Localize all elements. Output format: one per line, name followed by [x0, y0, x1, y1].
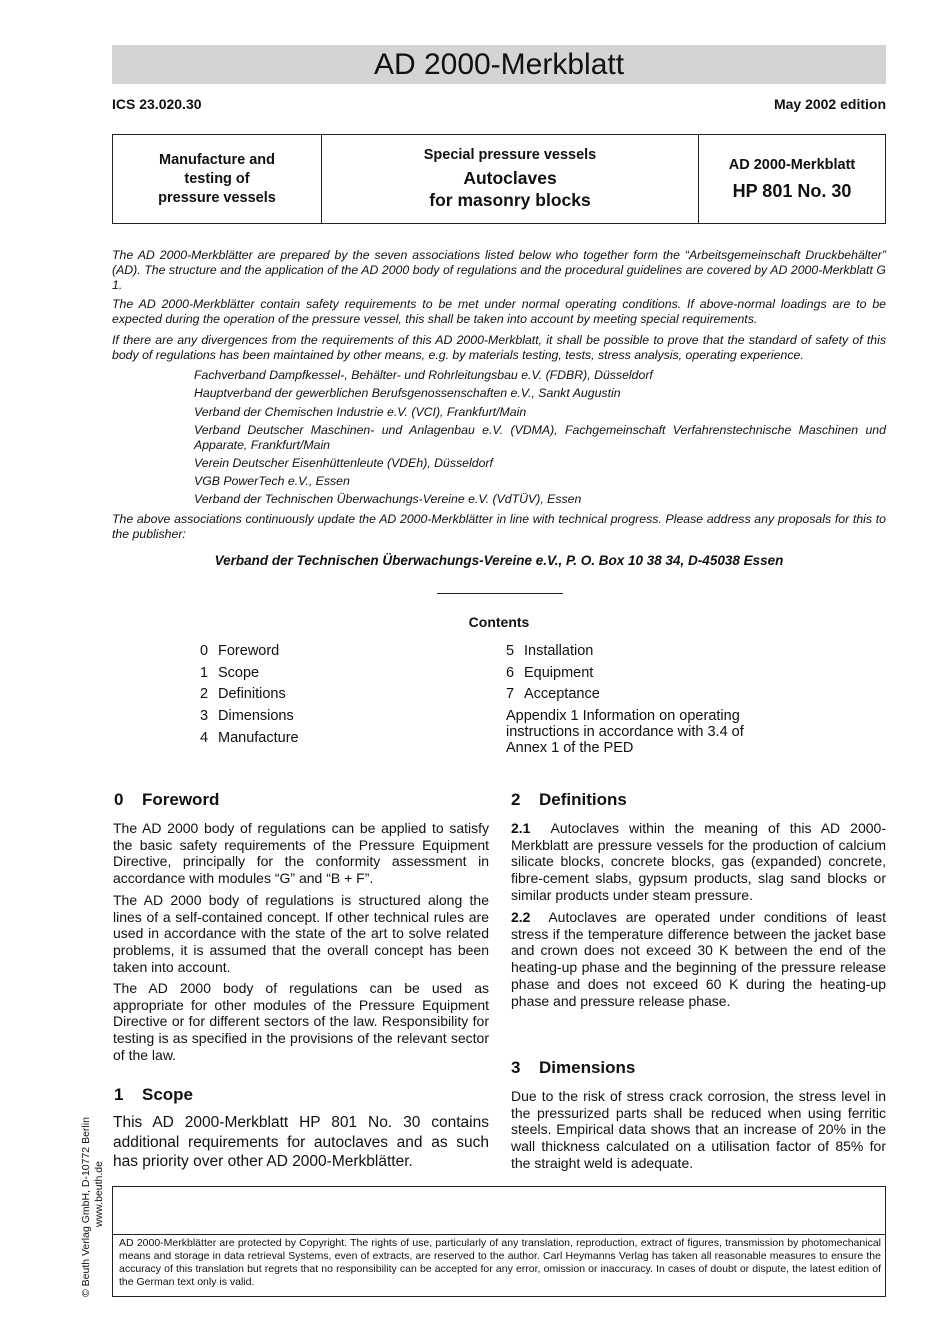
- toc-item[interactable]: [200, 686, 286, 702]
- toc-item[interactable]: [506, 643, 593, 659]
- association-item: Fachverband Dampfkessel-, Behälter- und Rohrleitungsbau e.V. (FDBR), Düsseldorf: [194, 368, 653, 382]
- foreword-paragraph: The AD 2000 body of regulations is structured along the lines of a self-contained concept. If other technical rules are used in accordance with the state of the art to solve related problems, it is assumed that the overall concept has been taken into account.: [113, 892, 489, 975]
- ics-code: ICS 23.020.30: [112, 96, 202, 112]
- toc-label: Scope: [218, 665, 260, 681]
- header-table: [112, 134, 886, 224]
- foreword-paragraph: The AD 2000 body of regulations can be applied to satisfy the basic safety requirements of the Pressure Equipment Directive, principally for the conformity assessment in accordance with modules “G” and “B + F”.: [113, 820, 489, 887]
- publisher-side-note: [80, 997, 106, 1297]
- definition-clause: [511, 820, 886, 904]
- header-subject-line: Manufacture and: [158, 151, 275, 168]
- section-heading-definitions: [511, 790, 627, 810]
- section-title: Definitions: [539, 790, 627, 809]
- toc-number: 3: [200, 708, 209, 724]
- section-number: 2: [511, 790, 521, 809]
- header-series-label: AD 2000-Merkblatt: [728, 156, 856, 173]
- toc-label: Manufacture: [218, 730, 299, 746]
- toc-label: Equipment: [524, 665, 594, 681]
- header-subject-cell: [113, 135, 322, 223]
- toc-number: 7: [506, 686, 515, 702]
- intro-paragraph: The AD 2000-Merkblätter contain safety requirements to be met under normal operating conditions. If above-normal loadings are to be expected during the operation of the pressure vessel, this shall be taken into account by meeting special requirements.: [112, 297, 886, 326]
- association-item: Verein Deutscher Eisenhüttenleute (VDEh), Düsseldorf: [194, 456, 493, 470]
- association-item: Verband Deutscher Maschinen- und Anlagenbau e.V. (VDMA), Fachgemeinschaft Verfahrenstechnische Maschinen und Apparate, Frankfurt/Main: [194, 423, 886, 452]
- toc-number: 2: [200, 686, 209, 702]
- copyright-notice: AD 2000-Merkblätter are protected by Copyright. The rights of use, particularly of any translation, reproduction, extract of figures, transmission by photomechanical means and storage in data retrieval Systems, even of extracts, are reserved to the author. Carl Heymanns Verlag has taken all reasonable measures to ensure the accuracy of this translation but regrets that no responsibility can be accepted for any error, omission or inaccuracy. In cases of doubt or dispute, the latest edition of the German text only is valid.: [119, 1237, 881, 1288]
- edition-date: May 2002 edition: [773, 96, 886, 112]
- section-number: 3: [511, 1058, 521, 1077]
- section-title: Foreword: [142, 790, 220, 809]
- header-main-title: for masonry blocks: [429, 190, 591, 210]
- section-heading-dimensions: [511, 1058, 635, 1078]
- scope-paragraph: This AD 2000-Merkblatt HP 801 No. 30 contains additional requirements for autoclaves and as such has priority over other AD 2000-Merkblätter.: [113, 1114, 489, 1170]
- toc-label: Installation: [524, 643, 594, 659]
- toc-label: Dimensions: [218, 708, 294, 724]
- section-heading-foreword: [114, 790, 219, 810]
- toc-label: Definitions: [218, 686, 286, 702]
- toc-number: 0: [200, 643, 209, 659]
- association-item: Hauptverband der gewerblichen Berufsgenossenschaften e.V., Sankt Augustin: [194, 386, 621, 400]
- toc-item[interactable]: [200, 643, 279, 659]
- header-category: Special pressure vessels: [423, 147, 597, 163]
- publisher-address: Verband der Technischen Überwachungs-Vereine e.V., P. O. Box 10 38 34, D-45038 Essen: [214, 553, 784, 568]
- section-heading-scope: [114, 1085, 193, 1105]
- toc-number: 4: [200, 730, 209, 746]
- header-subject-line: pressure vessels: [158, 189, 276, 206]
- header-subject-line: testing of: [184, 170, 250, 187]
- association-item: Verband der Technischen Überwachungs-Vereine e.V. (VdTÜV), Essen: [194, 492, 582, 506]
- foreword-paragraph: The AD 2000 body of regulations can be used as appropriate for other modules of the Pressure Equipment Directive or for different sectors of the law. Responsibility for testing is as specified in the provisions of the relevant sector of the law.: [113, 980, 489, 1063]
- definition-clause: [511, 909, 886, 1009]
- toc-label: Acceptance: [524, 686, 600, 702]
- toc-item[interactable]: [200, 665, 259, 681]
- toc-number: 1: [200, 665, 209, 681]
- header-main-title: Autoclaves: [463, 168, 557, 188]
- toc-appendix[interactable]: Appendix 1 Information on operating instructions in accordance with 3.4 of Annex 1 of the PED: [506, 708, 744, 756]
- association-item: VGB PowerTech e.V., Essen: [194, 474, 350, 488]
- clause-number: 2.1: [511, 820, 531, 836]
- section-title: Scope: [142, 1085, 194, 1104]
- header-number-cell: [699, 135, 885, 223]
- clause-text: Autoclaves are operated under conditions of least stress if the temperature difference between the jacket base and crown does not exceed 30 K between the end of the heating-up phase and the beginning of the pressure release phase and does not exceed 60 K during the heating-up phase and pressure release phase.: [511, 909, 887, 1009]
- toc-number: 5: [506, 643, 515, 659]
- section-number: 1: [114, 1085, 124, 1104]
- clause-number: 2.2: [511, 909, 531, 925]
- header-doc-number: HP 801 No. 30: [732, 180, 852, 201]
- side-note-line: www.beuth.de: [93, 1161, 105, 1227]
- contents-title: Contents: [468, 614, 530, 630]
- toc-number: 6: [506, 665, 515, 681]
- toc-item[interactable]: [506, 665, 593, 681]
- intro-paragraph: The above associations continuously update the AD 2000-Merkblätter in line with technical progress. Please address any proposals for this to the publisher:: [112, 512, 886, 541]
- section-title: Dimensions: [539, 1058, 636, 1077]
- toc-item[interactable]: [506, 686, 600, 702]
- toc-label: Foreword: [218, 643, 280, 659]
- clause-text: Autoclaves within the meaning of this AD 2000-Merkblatt are pressure vessels for the production of calcium silicate blocks, concrete blocks, gas (expanded) concrete, fibre-cement slabs, gypsum products, slag sand blocks or similar products under steam pressure.: [511, 820, 886, 903]
- side-note-line: © Beuth Verlag GmbH, D-10772 Berlin: [80, 1117, 92, 1297]
- toc-item[interactable]: [200, 708, 294, 724]
- separator-rule: [437, 593, 563, 594]
- section-number: 0: [114, 790, 124, 809]
- copyright-box-divider: [112, 1234, 886, 1235]
- dimensions-paragraph: Due to the risk of stress crack corrosion, the stress level in the pressurized parts shall be reduced when using ferritic steels. Empirical data shows that an increase of 20% in the wall thickness calculated on a utilisation factor of 85% for the straight weld is adequate.: [511, 1088, 886, 1171]
- header-title-cell: [322, 135, 699, 223]
- association-item: Verband der Chemischen Industrie e.V. (VCI), Frankfurt/Main: [194, 405, 527, 419]
- document-title: AD 2000-Merkblatt: [112, 45, 886, 84]
- toc-item[interactable]: [200, 730, 299, 746]
- intro-paragraph: If there are any divergences from the requirements of this AD 2000-Merkblatt, it shall be possible to prove that the standard of safety of this body of regulations has been maintained by other means, e.g. by materials testing, tests, stress analysis, operating experience.: [112, 333, 886, 362]
- intro-paragraph: The AD 2000-Merkblätter are prepared by the seven associations listed below who together form the “Arbeitsgemeinschaft Druckbehälter” (AD). The structure and the application of the AD 2000 body of regulations and the procedural guidelines are covered by AD 2000-Merkblatt G 1.: [112, 248, 886, 292]
